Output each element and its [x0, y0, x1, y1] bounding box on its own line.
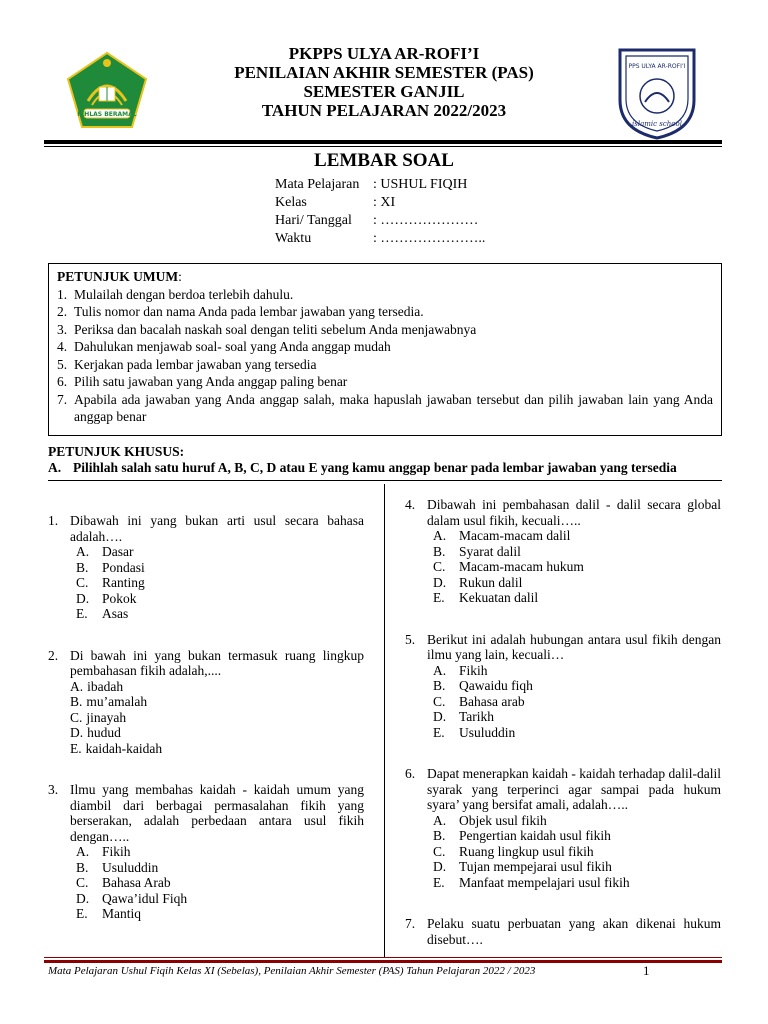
option-text: Manfaat mempelajari usul fikih [459, 874, 630, 890]
option-letter: D. [433, 709, 447, 724]
option-text: Pondasi [102, 559, 145, 575]
option-letter: E. [433, 874, 445, 890]
option-letter: C. [433, 559, 446, 574]
option-text: Syarat dalil [459, 543, 521, 559]
option-letter: C. [76, 875, 89, 890]
meta-value: : ………………….. [373, 231, 486, 246]
answer-option [76, 544, 364, 560]
question-number: 5. [405, 631, 416, 647]
option-letter: A. [433, 528, 447, 543]
option-letter: A. [76, 844, 90, 859]
option-text: Kekuatan dalil [459, 590, 539, 605]
answer-option [433, 844, 721, 860]
option-letter: A. [433, 812, 447, 828]
petunjuk-item-text: Tulis nomor dan nama Anda pada lembar jawaban yang tersedia. [74, 304, 424, 319]
answer-option [433, 559, 721, 575]
answer-option [70, 694, 364, 710]
option-letter: C. [433, 843, 446, 859]
answer-option [76, 606, 364, 622]
petunjuk-item-text: Kerjakan pada lembar jawaban yang tersedia [74, 356, 317, 372]
question-body [427, 766, 721, 890]
option-text: Pokok [102, 590, 137, 606]
option-text: Rukun dalil [459, 574, 523, 590]
answer-option [433, 663, 721, 679]
option-text: kaidah-kaidah [85, 740, 163, 756]
option-text: Macam-macam hukum [459, 559, 584, 574]
petunjuk-item-number: 6. [57, 374, 68, 389]
option-text: Objek usul fikih [459, 812, 547, 828]
petunjuk-item-text: Apabila ada jawaban yang Anda anggap salah, maka hapuslah jawaban tersebut dan pilih jawaban lain yang Anda anggap benar [74, 391, 713, 424]
question-number: 4. [405, 497, 416, 512]
answer-option [433, 859, 721, 875]
petunjuk-khusus-instruction: A. Pilihlah salah satu huruf A, B, C, D atau E yang kamu anggap benar pada lembar jawaban yang tersedia [48, 460, 677, 475]
answer-option [70, 741, 364, 757]
petunjuk-item [57, 303, 713, 321]
question-stem: Berikut ini adalah hubungan antara usul fikih dengan ilmu yang lain, kecuali… [427, 631, 721, 662]
meta-row [275, 176, 485, 194]
option-text: jinayah [86, 709, 127, 725]
answer-option [433, 590, 721, 606]
option-letter: D. [76, 590, 90, 606]
meta-row [275, 194, 485, 212]
option-letter: A. [433, 662, 447, 678]
options-list [70, 544, 364, 622]
option-text: Fikih [102, 844, 131, 859]
answer-option [76, 875, 364, 891]
footer-rule-thin [44, 957, 722, 958]
options-list [70, 844, 364, 922]
option-text: Fikih [459, 662, 488, 678]
question-stem: Pelaku suatu perbuatan yang akan dikenai hukum disebut…. [427, 916, 721, 947]
answer-option [433, 875, 721, 891]
question-1 [48, 513, 364, 622]
question-stem: Dibawah ini pembahasan dalil - dalil secara global dalam usul fikih, kecuali….. [427, 497, 721, 528]
option-letter: C. [433, 693, 446, 709]
petunjuk-item [57, 286, 713, 304]
option-letter: E. [76, 606, 88, 621]
school-crest [612, 44, 702, 140]
kemenag-logo [66, 51, 148, 131]
question-body [427, 497, 721, 606]
question-stem: Ilmu yang membahas kaidah - kaidah umum yang diambil dari berbagai permasalahan fikih yang berserakan, adalah perbedaan antara usul fikih dengan….. [70, 782, 364, 844]
options-list [70, 679, 364, 757]
header-line-4: TAHUN PELAJARAN 2022/2023 [261, 101, 507, 120]
option-text: ibadah [87, 678, 124, 694]
petunjuk-item-number: 7. [57, 391, 68, 407]
answer-option [433, 575, 721, 591]
petunjuk-item-text: Periksa dan bacalah naskah soal dengan teliti sebelum Anda menjawabnya [74, 321, 477, 337]
option-letter: C. [76, 575, 89, 590]
logo-motto: IKHLAS BERAMAL [77, 111, 137, 118]
option-text: Tarikh [459, 709, 495, 724]
question-stem: Dapat menerapkan kaidah - kaidah terhadap dalil-dalil syarak yang terperinci agar sampai pada hukum syara’ yang bersifat amali, adalah….. [427, 766, 721, 812]
question-3 [48, 782, 364, 922]
option-text: Qawa’idul Fiqh [102, 890, 188, 906]
question-number: 2. [48, 647, 59, 663]
question-5 [405, 632, 721, 741]
option-letter: A. [70, 678, 84, 694]
meta-row [275, 212, 485, 230]
questions-right-column [405, 497, 721, 973]
meta-value: : USHUL FIQIH [373, 177, 468, 192]
option-letter: B. [70, 694, 83, 709]
header-rule-thick [44, 140, 722, 144]
option-text: Bahasa Arab [102, 875, 171, 890]
option-text: Tujan mempejarai usul fikih [459, 859, 612, 874]
answer-option [433, 544, 721, 560]
option-text: Asas [102, 606, 129, 621]
meta-key: Mata Pelajaran [275, 177, 360, 192]
petunjuk-item [57, 356, 713, 374]
option-letter: B. [433, 678, 446, 693]
petunjuk-item-number: 5. [57, 356, 68, 372]
option-text: Bahasa arab [459, 693, 525, 709]
header-title [160, 44, 608, 120]
petunjuk-item-text: Pilih satu jawaban yang Anda anggap paling benar [74, 374, 348, 389]
option-letter: D. [433, 859, 447, 874]
option-letter: D. [70, 725, 84, 740]
option-text: Mantiq [102, 906, 141, 921]
petunjuk-item [57, 373, 713, 391]
answer-option [433, 828, 721, 844]
exam-meta [275, 176, 485, 248]
question-6 [405, 766, 721, 890]
question-2 [48, 648, 364, 757]
option-letter: B. [433, 543, 446, 559]
document-title: LEMBAR SOAL [314, 150, 454, 171]
answer-option [76, 560, 364, 576]
petunjuk-item-number: 2. [57, 304, 68, 319]
question-4 [405, 497, 721, 606]
questions-left-column [48, 513, 364, 948]
petunjuk-umum-box [48, 263, 722, 436]
answer-option [433, 678, 721, 694]
question-body [70, 513, 364, 622]
option-letter: D. [76, 890, 90, 906]
option-letter: E. [433, 724, 445, 740]
footer-text: Mata Pelajaran Ushul Fiqih Kelas XI (Sebelas), Penilaian Akhir Semester (PAS) Tahun Pelajaran 2022 / 2023 [48, 965, 536, 977]
column-divider [384, 484, 385, 958]
option-text: Ruang lingkup usul fikih [459, 843, 594, 859]
option-text: Qawaidu fiqh [459, 678, 533, 693]
option-letter: C. [70, 709, 83, 725]
answer-option [433, 528, 721, 544]
crest-top-text: PPS ULYA AR-ROFI’I [628, 63, 686, 70]
option-text: Pengertian kaidah usul fikih [459, 828, 611, 843]
question-body [70, 648, 364, 757]
options-list [427, 663, 721, 741]
question-body [427, 632, 721, 741]
meta-key: Kelas [275, 195, 307, 210]
petunjuk-item-text: Dahulukan menjawab soal- soal yang Anda anggap mudah [74, 339, 391, 354]
answer-option [70, 725, 364, 741]
question-body [70, 782, 364, 922]
option-text: Usuluddin [102, 859, 159, 875]
option-letter: D. [433, 574, 447, 590]
question-stem: Dibawah ini yang bukan arti usul secara bahasa adalah…. [70, 513, 364, 544]
petunjuk-item-number: 4. [57, 339, 68, 354]
option-letter: E. [76, 906, 88, 921]
header-rule-thin [44, 146, 722, 147]
question-number: 1. [48, 513, 59, 528]
answer-option [76, 860, 364, 876]
petunjuk-khusus-title: PETUNJUK KHUSUS: [48, 444, 185, 459]
option-text: mu’amalah [86, 694, 148, 709]
petunjuk-item [57, 321, 713, 339]
petunjuk-item-text: Mulailah dengan berdoa terlebih dahulu. [74, 286, 294, 302]
answer-option [433, 709, 721, 725]
footer-rule-thick [44, 960, 722, 963]
answer-option [70, 710, 364, 726]
option-text: Usuluddin [459, 724, 516, 740]
petunjuk-item-number: 1. [57, 286, 68, 302]
question-body [427, 916, 721, 947]
petunjuk-khusus [48, 444, 722, 476]
answer-option [76, 891, 364, 907]
question-stem: Di bawah ini yang bukan termasuk ruang lingkup pembahasan fikih adalah,.... [70, 647, 364, 678]
petunjuk-umum-title: PETUNJUK UMUM: [57, 269, 182, 284]
petunjuk-item [57, 338, 713, 356]
petunjuk-item [57, 391, 713, 426]
answer-option [433, 813, 721, 829]
meta-key: Hari/ Tanggal [275, 213, 352, 228]
answer-option [76, 844, 364, 860]
crest-bottom-text: islamic school [632, 120, 682, 128]
question-number: 7. [405, 916, 416, 931]
page-number: 1 [643, 963, 650, 978]
option-text: Macam-macam dalil [459, 528, 571, 543]
answer-option [76, 591, 364, 607]
options-list [427, 528, 721, 606]
answer-option [76, 906, 364, 922]
meta-value: : XI [373, 195, 396, 210]
option-letter: E. [433, 590, 445, 605]
khusus-underline [48, 480, 722, 481]
option-text: hudud [87, 725, 121, 740]
question-7 [405, 916, 721, 947]
header-line-1: PKPPS ULYA AR-ROFI’I [288, 44, 480, 63]
answer-option [433, 694, 721, 710]
options-list [427, 813, 721, 891]
meta-key: Waktu [275, 231, 312, 246]
question-number: 6. [405, 766, 416, 781]
option-letter: B. [76, 559, 89, 575]
option-letter: A. [76, 544, 90, 559]
option-letter: B. [76, 859, 89, 875]
petunjuk-item-number: 3. [57, 321, 68, 337]
option-text: Ranting [102, 575, 145, 590]
header-line-2: PENILAIAN AKHIR SEMESTER (PAS) [234, 63, 534, 82]
answer-option [70, 679, 364, 695]
answer-option [433, 725, 721, 741]
answer-option [76, 575, 364, 591]
option-letter: E. [70, 740, 82, 756]
question-number: 3. [48, 782, 59, 797]
petunjuk-umum-list [57, 286, 713, 426]
option-letter: B. [433, 828, 446, 843]
option-text: Dasar [102, 544, 134, 559]
header-line-3: SEMESTER GANJIL [303, 82, 465, 101]
meta-value: : ………………… [373, 213, 479, 228]
meta-row [275, 230, 485, 248]
